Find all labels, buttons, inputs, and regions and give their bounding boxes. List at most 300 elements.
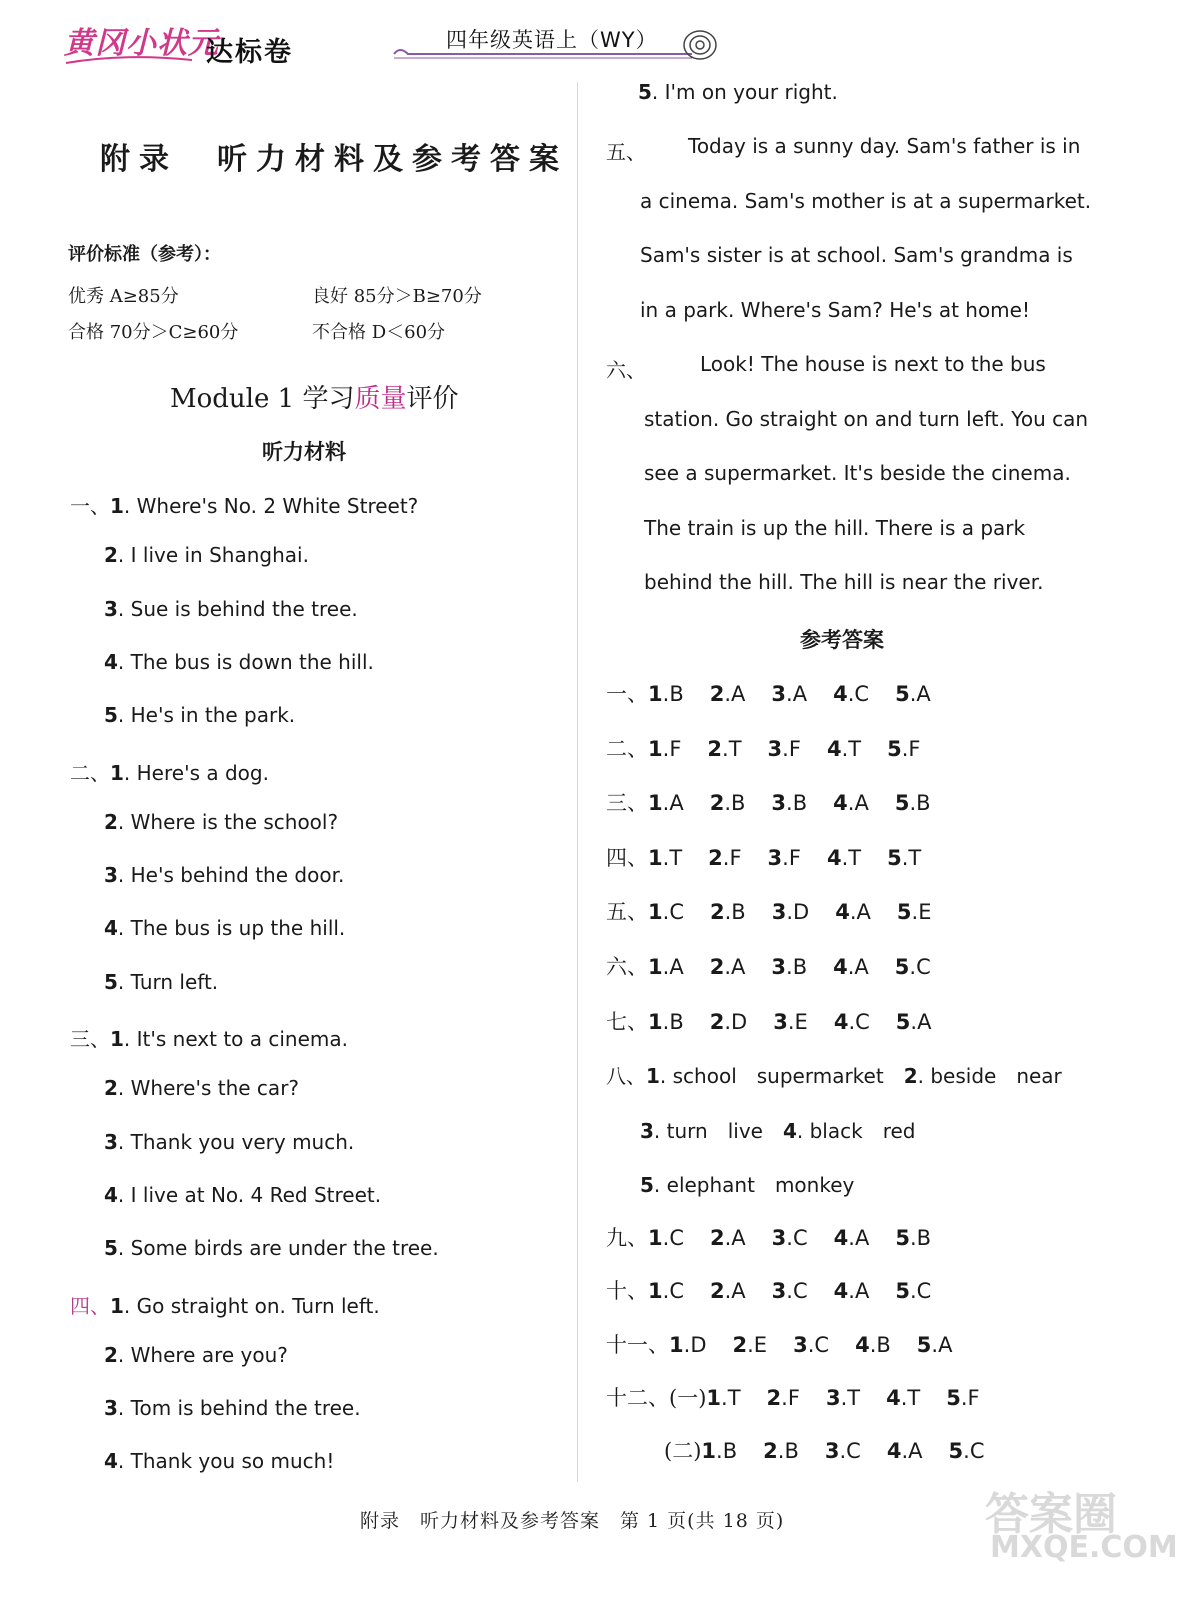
item-number: 1 — [110, 1027, 124, 1051]
answer-value: A — [792, 682, 808, 706]
answer-value: A — [854, 791, 869, 815]
answer-item — [827, 737, 861, 761]
item-dot: . — [782, 737, 789, 761]
listening-line — [104, 863, 344, 887]
listening-line — [104, 703, 295, 727]
item-text: . Thank you very much. — [117, 1130, 355, 1154]
answer-value: C — [792, 1226, 808, 1250]
item-text: . Where's No. 2 White Street? — [123, 494, 419, 518]
answer-item — [710, 1226, 746, 1250]
listening-line — [104, 543, 309, 567]
answer-item — [772, 900, 809, 924]
item-number: 2 — [732, 1333, 748, 1357]
item-dot: . — [662, 955, 670, 979]
item-number: 3 — [104, 1130, 118, 1154]
item-dot: . — [724, 1010, 732, 1034]
answer-item — [833, 955, 869, 979]
item-dot: . — [786, 682, 793, 706]
item-text: . beside near — [917, 1064, 1062, 1088]
item-number: 1 — [646, 1064, 660, 1088]
section-label: 三、 — [606, 791, 648, 815]
answer-value: A — [856, 900, 871, 924]
item-number: 4 — [833, 791, 848, 815]
answer-item — [826, 1386, 860, 1410]
item-dot: . — [963, 1439, 970, 1463]
item-text: . school supermarket — [659, 1064, 884, 1088]
item-text: . Sue is behind the tree. — [117, 597, 358, 621]
item-dot: . — [848, 1279, 855, 1303]
item-text: . Thank you so much! — [117, 1449, 335, 1473]
item-number: 2 — [709, 955, 725, 979]
item-number: 2 — [104, 810, 118, 834]
answer-value: A — [908, 1439, 923, 1463]
criteria-label: 评价标准（参考）： — [68, 244, 221, 265]
answer-value: D — [793, 900, 810, 924]
answer-item — [949, 1439, 985, 1463]
answers-row — [664, 1435, 985, 1465]
item-dot: . — [909, 791, 917, 815]
answer-value: C — [854, 682, 870, 706]
item-dot: . — [724, 900, 732, 924]
book-title: 四年级英语上（WY） — [446, 28, 658, 52]
answer-item — [793, 1333, 829, 1357]
listening-line — [70, 757, 269, 786]
answer-value: A — [917, 1010, 932, 1034]
section-5-label: 五、 — [606, 140, 646, 164]
answer-value: T — [908, 846, 922, 870]
answer-value: E — [918, 900, 932, 924]
item-text: . The bus is up the hill. — [117, 916, 346, 940]
item-number: 1 — [648, 737, 663, 761]
answers-row-8-line-2 — [640, 1115, 915, 1144]
listening-line-right-top — [638, 80, 838, 104]
answer-item — [701, 1439, 737, 1463]
item-dot: . — [911, 900, 919, 924]
answer-item — [710, 791, 746, 815]
item-number: 5 — [887, 846, 902, 870]
item-text: . Where is the school? — [117, 810, 339, 834]
answer-item — [886, 1386, 920, 1410]
item-number: 1 — [669, 1333, 684, 1357]
answer-item — [648, 955, 684, 979]
answers-row — [606, 1222, 931, 1252]
listening-heading: 听力材料 — [262, 440, 346, 464]
watermark: 答案圈 — [985, 1489, 1117, 1540]
answer-value: C — [669, 900, 684, 924]
item-number: 2 — [709, 1010, 725, 1034]
item-dot: . — [869, 1333, 877, 1357]
logo: 黄冈小状元 — [64, 26, 219, 61]
item-number: 5 — [896, 900, 912, 924]
item-dot: . — [901, 846, 909, 870]
item-text: . The bus is down the hill. — [117, 650, 374, 674]
answers-row — [606, 1006, 931, 1036]
item-text: . turn live — [653, 1119, 763, 1143]
section-label: 三、 — [70, 1027, 110, 1051]
answer-item — [648, 682, 684, 706]
passage-line: Look! The house is next to the bus — [700, 352, 1046, 376]
module-title — [170, 378, 458, 415]
section-label: 八、 — [606, 1064, 646, 1088]
answer-item — [895, 1226, 931, 1250]
answer-value: A — [854, 1226, 870, 1250]
item-dot: . — [724, 682, 732, 706]
section-label: 十、 — [606, 1279, 648, 1303]
item-dot: . — [786, 791, 793, 815]
item-number: 1 — [648, 955, 663, 979]
section-label: 十二、(一) — [606, 1386, 707, 1410]
answer-value: A — [854, 1279, 870, 1303]
answer-item — [771, 682, 807, 706]
answer-value: F — [967, 1386, 980, 1410]
item-dot: . — [722, 737, 729, 761]
answer-item — [669, 1333, 706, 1357]
answer-item — [648, 846, 682, 870]
item-dot: . — [662, 846, 670, 870]
item-number: 1 — [648, 1226, 663, 1250]
item-dot: . — [910, 1010, 918, 1034]
item-number: 1 — [648, 682, 663, 706]
item-dot: . — [724, 791, 731, 815]
item-dot: . — [662, 737, 670, 761]
item-dot: . — [839, 1439, 847, 1463]
item-dot: . — [781, 1386, 788, 1410]
item-number: 2 — [104, 1076, 118, 1100]
answer-item — [768, 846, 801, 870]
answer-value: A — [669, 955, 684, 979]
item-number: 5 — [104, 1236, 118, 1260]
answer-item — [648, 1010, 684, 1034]
grade-excellent: 优秀 A≥85分 — [68, 286, 179, 307]
module-title-highlight: 质量 — [354, 384, 407, 414]
answer-value: C — [814, 1333, 830, 1357]
answer-item — [827, 846, 861, 870]
answer-item — [710, 1010, 747, 1034]
item-dot: . — [847, 682, 855, 706]
item-number: 5 — [638, 80, 652, 104]
item-number: 3 — [771, 1279, 787, 1303]
answer-item — [708, 846, 741, 870]
answer-value: T — [907, 1386, 921, 1410]
answer-item — [834, 1010, 870, 1034]
item-number: 3 — [767, 737, 783, 761]
answer-item — [732, 1333, 767, 1357]
item-number: 1 — [648, 791, 663, 815]
answers-row — [606, 896, 931, 926]
answer-item — [710, 955, 746, 979]
answer-value: B — [792, 791, 808, 815]
answer-value: C — [855, 1010, 870, 1034]
item-number: 4 — [835, 900, 850, 924]
section-label: 二、 — [606, 737, 648, 761]
listening-line — [104, 970, 218, 994]
answer-value: F — [908, 737, 921, 761]
answers-row-8-line-3 — [640, 1169, 854, 1198]
item-number: 4 — [104, 650, 118, 674]
item-number: 2 — [104, 1343, 118, 1367]
item-number: 1 — [701, 1439, 717, 1463]
item-dot: . — [786, 1226, 793, 1250]
item-text: . He's in the park. — [117, 703, 296, 727]
item-number: 3 — [771, 900, 787, 924]
listening-line — [104, 597, 358, 621]
grade-good: 良好 85分＞B≥70分 — [312, 286, 482, 307]
grade-fail: 不合格 D＜60分 — [312, 322, 446, 343]
answer-value: C — [969, 1439, 985, 1463]
section-label: 一、 — [606, 682, 648, 706]
brand-name: 达标卷 — [206, 37, 293, 68]
item-number: 3 — [104, 863, 118, 887]
answer-value: T — [848, 846, 862, 870]
item-number: 5 — [916, 1333, 932, 1357]
answer-value: C — [669, 1279, 684, 1303]
item-number: 2 — [709, 1279, 725, 1303]
answer-item — [710, 1279, 746, 1303]
answer-item — [834, 1279, 870, 1303]
item-number: 3 — [771, 791, 787, 815]
passage-line: behind the hill. The hill is near the river. — [644, 570, 1044, 594]
answer-item — [648, 1279, 684, 1303]
item-number: 1 — [648, 1279, 663, 1303]
item-dot: . — [787, 1010, 795, 1034]
answer-value: T — [848, 737, 862, 761]
section-label: 二、 — [70, 761, 110, 785]
section-label: 十一、 — [606, 1333, 669, 1357]
item-number: 5 — [948, 1439, 964, 1463]
item-dot: . — [786, 955, 793, 979]
answer-value: F — [669, 737, 682, 761]
answer-item — [855, 1333, 891, 1357]
listening-line — [104, 916, 345, 940]
item-text: . elephant monkey — [653, 1173, 855, 1197]
answer-value: B — [731, 900, 746, 924]
item-number: 4 — [826, 846, 842, 870]
answer-value: A — [938, 1333, 953, 1357]
page-footer: 附录 听力材料及参考答案 第 1 页(共 18 页) — [360, 1510, 785, 1532]
item-number: 3 — [793, 1333, 808, 1357]
item-dot: . — [662, 791, 670, 815]
item-number: 1 — [648, 900, 663, 924]
listening-line — [104, 650, 374, 674]
item-dot: . — [807, 1333, 815, 1357]
section-label: 四、 — [70, 1294, 110, 1318]
answer-value: B — [669, 1010, 684, 1034]
item-number: 3 — [104, 597, 118, 621]
item-number: 2 — [903, 1064, 918, 1088]
item-number: 4 — [855, 1333, 870, 1357]
item-number: 3 — [825, 1386, 841, 1410]
item-number: 4 — [104, 1449, 118, 1473]
item-number: 2 — [766, 1386, 782, 1410]
item-number: 2 — [708, 846, 723, 870]
item-dot: . — [724, 1226, 732, 1250]
item-dot: . — [960, 1386, 968, 1410]
item-number: 5 — [894, 955, 910, 979]
answer-value: T — [847, 1386, 861, 1410]
answer-item — [772, 1226, 808, 1250]
item-dot: . — [721, 1386, 728, 1410]
answer-value: B — [792, 955, 808, 979]
listening-line — [70, 1023, 348, 1052]
answer-item — [895, 791, 931, 815]
passage-line: station. Go straight on and turn left. You can — [644, 406, 1089, 431]
answer-item — [895, 682, 931, 706]
listening-line — [104, 1130, 354, 1154]
passage-line: Sam's sister is at school. Sam's grandma is — [640, 243, 1073, 267]
item-dot: . — [662, 1279, 670, 1303]
answers-row — [606, 787, 931, 817]
item-dot: . — [662, 1226, 670, 1250]
item-text: . He's behind the door. — [117, 863, 345, 887]
item-dot: . — [662, 1010, 670, 1034]
item-dot: . — [841, 737, 849, 761]
answer-value: B — [916, 791, 931, 815]
answer-value: A — [731, 1279, 746, 1303]
item-dot: . — [683, 1333, 691, 1357]
item-dot: . — [900, 1386, 908, 1410]
item-number: 4 — [833, 1226, 849, 1250]
item-number: 1 — [706, 1386, 722, 1410]
item-number: 5 — [640, 1173, 654, 1197]
item-number: 2 — [709, 682, 725, 706]
item-number: 3 — [773, 1010, 788, 1034]
item-number: 3 — [771, 682, 787, 706]
answer-value: E — [794, 1010, 808, 1034]
item-number: 1 — [648, 846, 663, 870]
item-text: . Where's the car? — [117, 1076, 300, 1100]
spiral-icon — [680, 28, 720, 62]
item-text: . I live at No. 4 Red Street. — [117, 1183, 382, 1207]
answer-item — [771, 791, 807, 815]
answer-value: F — [788, 737, 801, 761]
listening-line — [104, 1183, 381, 1207]
item-number: 2 — [709, 900, 725, 924]
module-title-post: 评价 — [406, 384, 459, 414]
item-number: 4 — [886, 1439, 902, 1463]
logo-swash-decoration — [64, 55, 194, 65]
item-dot: . — [786, 900, 794, 924]
watermark-url: MXQE.COM — [990, 1530, 1178, 1565]
item-dot: . — [849, 900, 857, 924]
answers-row — [606, 1329, 952, 1359]
passage-line: in a park. Where's Sam? He's at home! — [640, 297, 1030, 322]
item-number: 4 — [104, 916, 118, 940]
answer-value: B — [731, 791, 746, 815]
item-dot: . — [716, 1439, 723, 1463]
answer-item — [834, 1226, 870, 1250]
item-number: 1 — [648, 1010, 663, 1034]
answer-value: B — [784, 1439, 799, 1463]
section-label: 九、 — [606, 1226, 648, 1250]
item-number: 1 — [110, 1294, 124, 1318]
answers-row — [606, 951, 931, 981]
answer-item — [768, 737, 801, 761]
listening-line — [104, 1449, 334, 1473]
answer-value: T — [669, 846, 683, 870]
item-text: . Some birds are under the tree. — [117, 1236, 439, 1260]
item-text: . I'm on your right. — [651, 80, 838, 104]
listening-line — [70, 490, 418, 519]
answer-item — [648, 791, 684, 815]
item-number: 5 — [887, 737, 902, 761]
answer-value: A — [731, 1226, 746, 1250]
column-divider — [577, 82, 578, 1482]
item-dot: . — [931, 1333, 939, 1357]
listening-line — [104, 1343, 288, 1367]
item-text: . I live in Shanghai. — [117, 543, 309, 567]
answer-item — [710, 682, 746, 706]
item-number: 3 — [771, 1226, 787, 1250]
item-number: 3 — [640, 1119, 654, 1143]
item-number: 5 — [895, 1279, 910, 1303]
answer-value: A — [916, 682, 931, 706]
item-text: . Tom is behind the tree. — [117, 1396, 361, 1420]
section-label: 四、 — [606, 846, 648, 870]
answers-row — [606, 733, 921, 763]
answer-item — [897, 900, 932, 924]
answer-item — [895, 955, 931, 979]
answer-value: A — [731, 682, 746, 706]
item-dot: . — [782, 846, 789, 870]
answer-value: T — [728, 737, 742, 761]
answer-item — [887, 737, 920, 761]
item-number: 3 — [824, 1439, 840, 1463]
answer-value: C — [669, 1226, 684, 1250]
item-number: 5 — [894, 791, 910, 815]
item-text: . Go straight on. Turn left. — [123, 1294, 380, 1318]
item-number: 5 — [895, 1010, 911, 1034]
item-number: 4 — [782, 1119, 797, 1143]
section-label: 六、 — [606, 955, 648, 979]
item-dot: . — [662, 900, 670, 924]
item-dot: . — [901, 737, 909, 761]
item-dot: . — [777, 1439, 785, 1463]
listening-line — [104, 810, 338, 834]
item-dot: . — [662, 682, 670, 706]
item-number: 5 — [895, 682, 910, 706]
item-dot: . — [848, 1226, 855, 1250]
item-dot: . — [909, 1226, 917, 1250]
listening-line — [104, 1236, 439, 1260]
answer-item — [833, 791, 869, 815]
item-number: 1 — [110, 761, 124, 785]
answer-item — [648, 737, 681, 761]
answer-value: A — [731, 955, 746, 979]
answer-value: D — [731, 1010, 748, 1034]
item-number: 4 — [886, 1386, 901, 1410]
answers-row — [606, 1275, 931, 1305]
item-number: 2 — [104, 543, 118, 567]
item-dot: . — [724, 955, 731, 979]
item-text: . Here's a dog. — [123, 761, 269, 785]
answer-item — [767, 1386, 800, 1410]
item-number: 3 — [771, 955, 786, 979]
grade-pass: 合格 70分＞C≥60分 — [68, 322, 239, 343]
item-number: 2 — [709, 1226, 725, 1250]
answer-value: A — [854, 955, 869, 979]
item-number: 2 — [763, 1439, 778, 1463]
item-dot: . — [901, 1439, 909, 1463]
answers-row — [606, 678, 931, 708]
answer-item — [706, 1386, 740, 1410]
passage-line: see a supermarket. It's beside the cinema. — [644, 461, 1071, 485]
answer-value: B — [722, 1439, 738, 1463]
item-dot: . — [840, 1386, 848, 1410]
answer-item — [772, 1279, 808, 1303]
answer-item — [648, 900, 684, 924]
item-dot: . — [909, 1279, 917, 1303]
item-dot: . — [747, 1333, 754, 1357]
